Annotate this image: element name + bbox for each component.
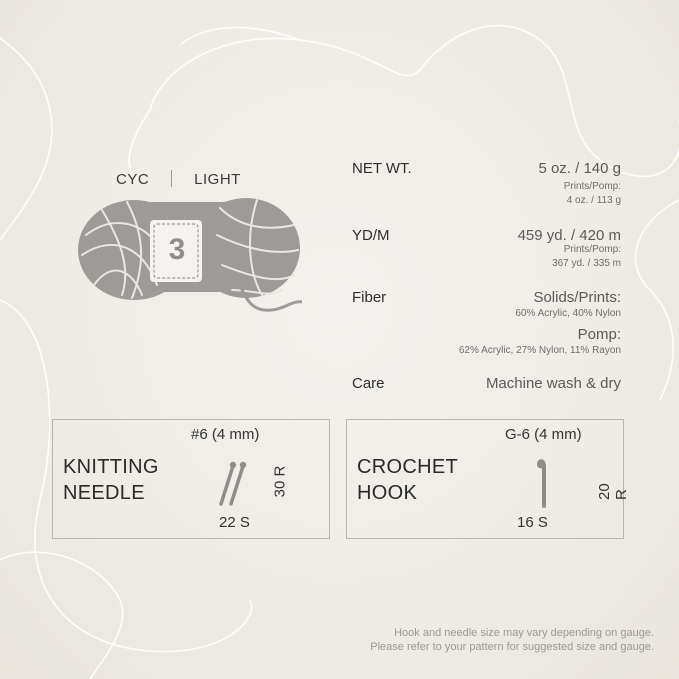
net-weight-sub-title: Prints/Pomp:	[563, 181, 621, 192]
crochet-title-line1: CROCHET	[357, 456, 458, 478]
crochet-hook-icon	[535, 456, 555, 508]
knitting-title-line1: KNITTING	[63, 456, 159, 478]
knitting-needle-size: #6 (4 mm)	[191, 426, 260, 443]
net-weight-label: NET WT.	[352, 160, 412, 177]
yarn-weight-row	[116, 170, 241, 188]
yardage-sub-title: Prints/Pomp:	[563, 244, 621, 255]
fiber-solids-title: Solids/Prints:	[533, 289, 621, 306]
crochet-rows-gauge: 20 R	[596, 483, 630, 500]
crochet-stitches-gauge: 16 S	[517, 514, 548, 531]
weight-category-label: LIGHT	[194, 171, 241, 188]
yarn-weight-number: 3	[168, 233, 186, 266]
yardage-value: 459 yd. / 420 m	[517, 227, 621, 244]
disclaimer-line1: Hook and needle size may vary depending on gauge.	[394, 627, 654, 639]
divider	[171, 170, 172, 187]
crochet-title-line2: HOOK	[357, 482, 418, 504]
crochet-hook-title	[357, 454, 458, 506]
net-weight-value: 5 oz. / 140 g	[538, 160, 621, 177]
care-value: Machine wash & dry	[485, 375, 621, 392]
gauge-disclaimer	[370, 626, 654, 654]
knitting-title-line2: NEEDLE	[63, 482, 145, 504]
care-label: Care	[352, 375, 385, 392]
crochet-hook-gauge-box	[346, 419, 630, 539]
knitting-needle-title	[63, 454, 159, 506]
crochet-hook-size: G-6 (4 mm)	[505, 426, 582, 443]
fiber-label: Fiber	[352, 289, 387, 306]
net-weight-sub-value: 4 oz. / 113 g	[566, 195, 621, 206]
fiber-pomp-title: Pomp:	[577, 326, 621, 343]
fiber-pomp-value: 62% Acrylic, 27% Nylon, 11% Rayon	[458, 345, 621, 356]
fiber-solids-value: 60% Acrylic, 40% Nylon	[515, 308, 621, 319]
knitting-rows-gauge: 30 R	[271, 465, 289, 498]
weight-system-label: CYC	[116, 171, 150, 188]
knitting-stitches-gauge: 22 S	[219, 514, 250, 531]
knitting-needle-gauge-box	[52, 419, 330, 539]
knitting-needles-icon	[213, 458, 249, 506]
yardage-sub-value: 367 yd. / 335 m	[552, 258, 621, 269]
disclaimer-line2: Please refer to your pattern for suggested size and gauge.	[370, 641, 654, 653]
yardage-label: YD/M	[352, 227, 390, 244]
